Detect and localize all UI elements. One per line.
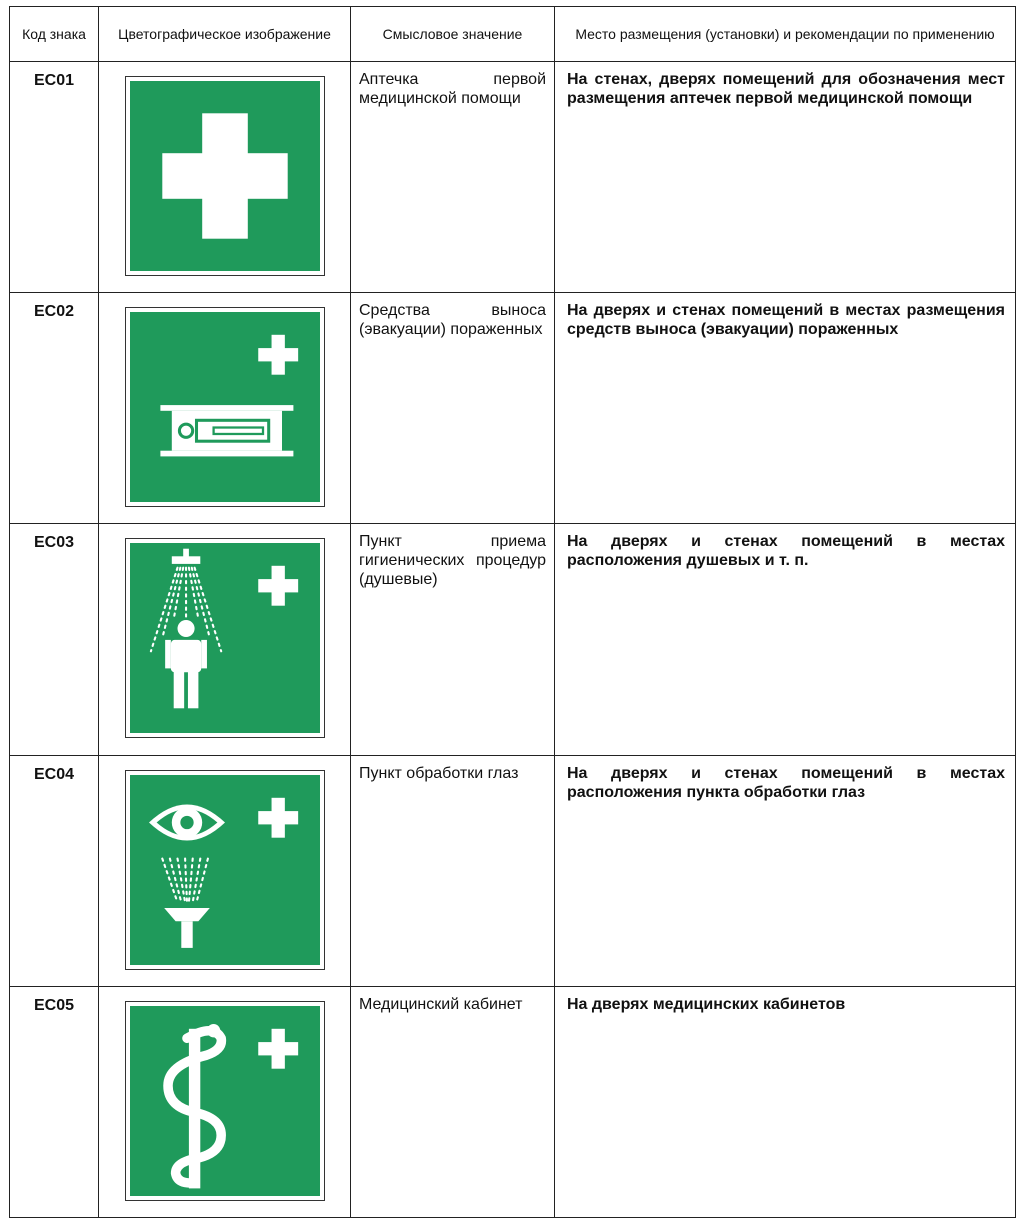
sign-meaning: Медицинский кабинет — [351, 986, 555, 1217]
table-row — [10, 755, 1016, 986]
sign-code: EC04 — [10, 755, 99, 986]
stretcher-icon — [130, 312, 320, 502]
table-row — [10, 986, 1016, 1217]
header-image: Цветографическое изображение — [99, 7, 351, 62]
table-header-row — [10, 7, 1016, 62]
table-row — [10, 62, 1016, 293]
sign-image — [125, 307, 325, 507]
eye-wash-icon — [130, 775, 320, 965]
sign-placement: На дверях и стенах помещений в местах расположения душевых и т. п. — [555, 524, 1016, 755]
sign-meaning: Аптечка первой медицинской помощи — [351, 62, 555, 293]
shower-icon — [130, 543, 320, 733]
sign-placement: На дверях и стенах помещений в местах размещения средств выноса (эвакуации) пораженных — [555, 293, 1016, 524]
header-code: Код знака — [10, 7, 99, 62]
signs-table — [9, 6, 1016, 1218]
sign-code: EC01 — [10, 62, 99, 293]
sign-image — [125, 538, 325, 738]
sign-placement: На дверях медицинских кабинетов — [555, 986, 1016, 1217]
sign-meaning: Пункт приема гигиенических процедур (душевые) — [351, 524, 555, 755]
sign-code: EC02 — [10, 293, 99, 524]
sign-meaning: Пункт обработки глаз — [351, 755, 555, 986]
sign-placement: На дверях и стенах помещений в местах расположения пункта обработки глаз — [555, 755, 1016, 986]
header-place: Место размещения (установки) и рекомендации по применению — [555, 7, 1016, 62]
table-row — [10, 524, 1016, 755]
sign-meaning: Средства выноса (эвакуации) пораженных — [351, 293, 555, 524]
medical-office-icon — [130, 1006, 320, 1196]
sign-code: EC03 — [10, 524, 99, 755]
sign-placement: На стенах, дверях помещений для обозначения мест размещения аптечек первой медицинской помощи — [555, 62, 1016, 293]
sign-code: EC05 — [10, 986, 99, 1217]
sign-image — [125, 1001, 325, 1201]
table-row — [10, 293, 1016, 524]
header-meaning: Смысловое значение — [351, 7, 555, 62]
first-aid-cross-icon — [130, 81, 320, 271]
sign-image — [125, 770, 325, 970]
sign-image — [125, 76, 325, 276]
